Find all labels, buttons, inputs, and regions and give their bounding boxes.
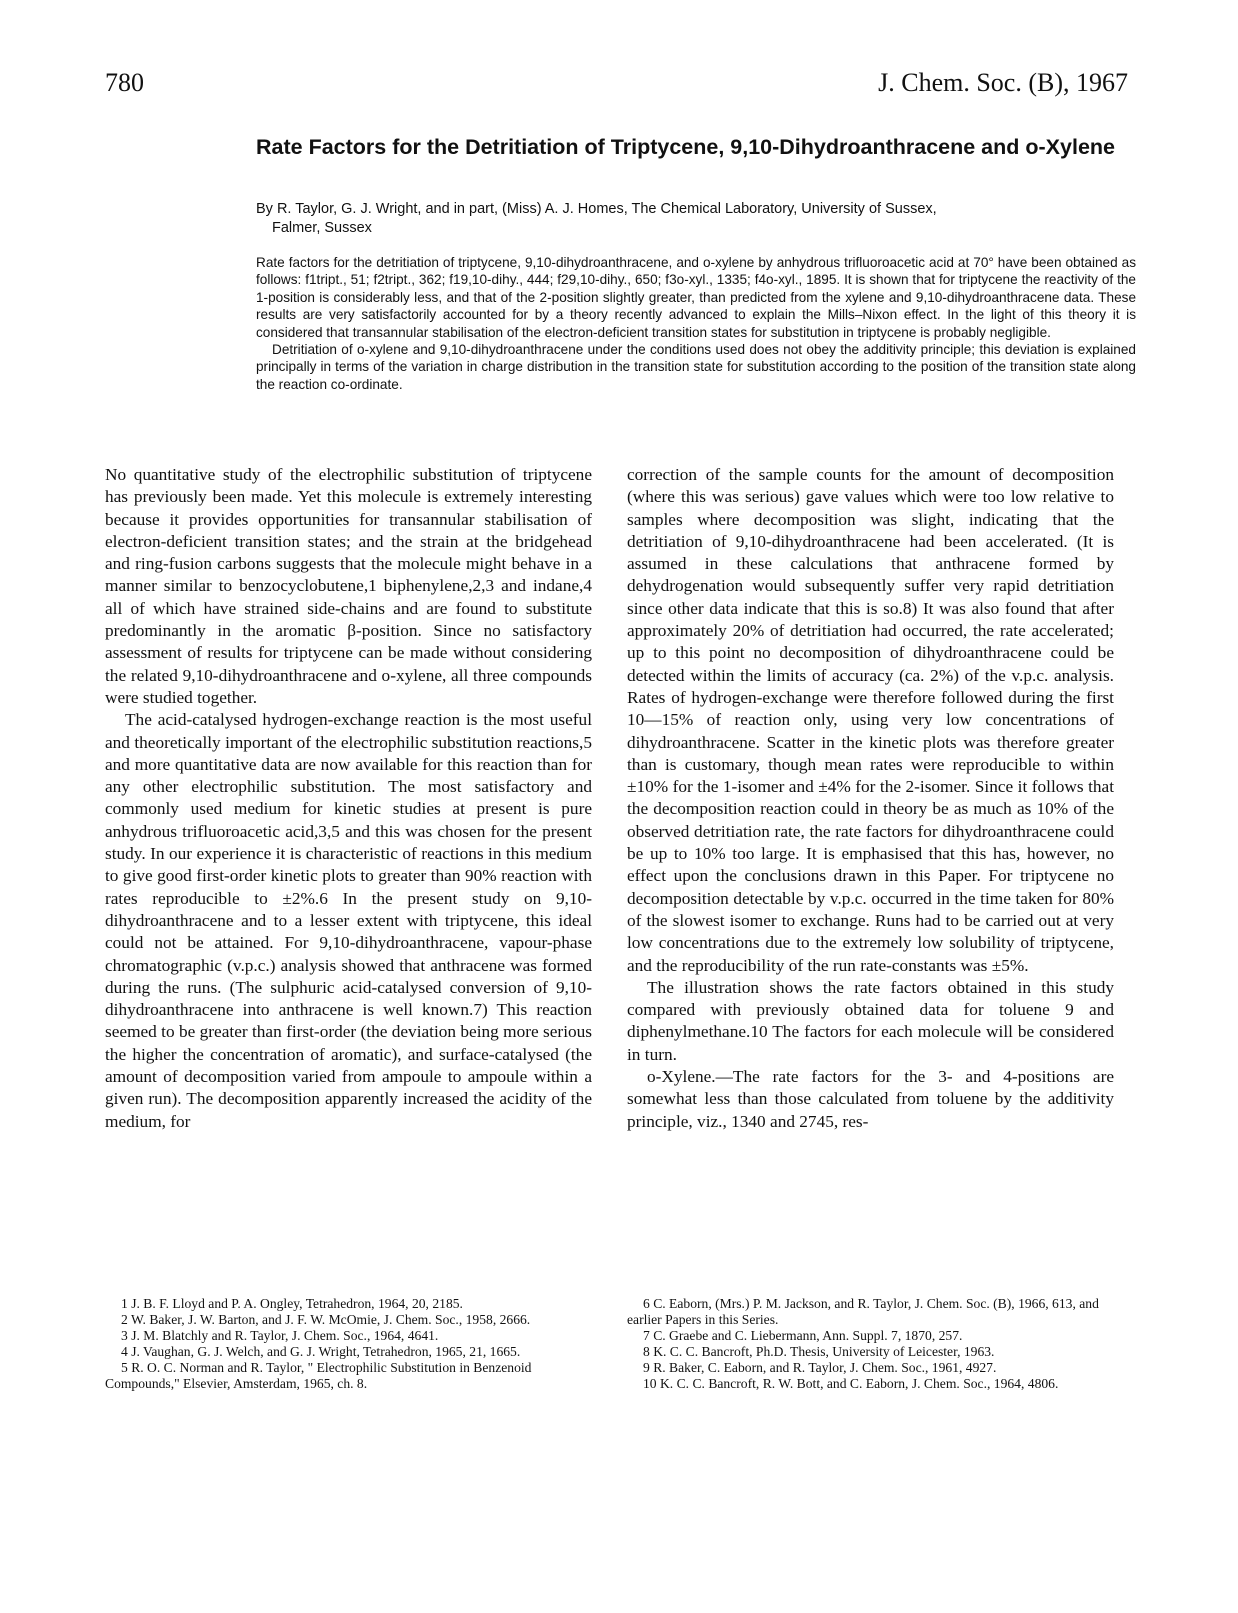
- footnote: 7 C. Graebe and C. Liebermann, Ann. Suppl. 7, 1870, 257.: [643, 1328, 963, 1343]
- footnote: 1 J. B. F. Lloyd and P. A. Ongley, Tetrahedron, 1964, 20, 2185.: [121, 1296, 463, 1311]
- footnote: 2 W. Baker, J. W. Barton, and J. F. W. McOmie, J. Chem. Soc., 1958, 2666.: [121, 1312, 531, 1327]
- footnote: 9 R. Baker, C. Eaborn, and R. Taylor, J. Chem. Soc., 1961, 4927.: [643, 1360, 997, 1375]
- body-column-left: [105, 464, 592, 1133]
- footnote: 10 K. C. C. Bancroft, R. W. Bott, and C. Eaborn, J. Chem. Soc., 1964, 4806.: [643, 1376, 1059, 1391]
- footnote: 6 C. Eaborn, (Mrs.) P. M. Jackson, and R. Taylor, J. Chem. Soc. (B), 1966, 613, and earlier Papers in this Series.: [627, 1296, 1099, 1327]
- body-column-right: [627, 464, 1114, 1133]
- abstract-paragraph: Detritiation of o-xylene and 9,10-dihydroanthracene under the conditions used does not obey the additivity principle; this deviation is explained principally in terms of the variation in charge distribution in the transition state for substitution according to the position of the transition state along the reaction co-ordinate.: [256, 342, 1136, 392]
- footnote: 4 J. Vaughan, G. J. Welch, and G. J. Wright, Tetrahedron, 1965, 21, 1665.: [121, 1344, 521, 1359]
- body-paragraph: No quantitative study of the electrophilic substitution of triptycene has previously been made. Yet this molecule is extremely interesting because it provides opportunities for transannular stabilisation of electron-deficient transition states; and the strain at the bridgehead and ring-fusion carbons suggests that the molecule might behave in a manner similar to benzocyclobutene,1 biphenylene,2,3 and indane,4 all of which have strained side-chains and are found to substitute predominantly in the aromatic β-position. Since no satisfactory assessment of results for triptycene can be made without considering the related 9,10-dihydroanthracene and o-xylene, all three compounds were studied together.: [105, 465, 592, 707]
- byline: [256, 200, 1136, 238]
- body-paragraph: o-Xylene.—The rate factors for the 3- and 4-positions are somewhat less than those calculated from toluene by the additivity principle, viz., 1340 and 2745, res-: [627, 1067, 1114, 1131]
- byline-location: Falmer, Sussex: [272, 220, 372, 236]
- footnotes-right: [627, 1296, 1114, 1392]
- footnote: 3 J. M. Blatchly and R. Taylor, J. Chem. Soc., 1964, 4641.: [121, 1328, 439, 1343]
- abstract-paragraph: Rate factors for the detritiation of triptycene, 9,10-dihydroanthracene, and o-xylene by anhydrous trifluoroacetic acid at 70° have been obtained as follows: f1tript., 51; f2tript., 362; f19,10-dihy., 444; f29,10-dihy., 650; f3o-xyl., 1335; f4o-xyl., 1895. It is shown that for triptycene the reactivity of the 1-position is considerably less, and that of the 2-position slightly greater, than predicted from the xylene and 9,10-dihydroanthracene data. These results are very satisfactorily accounted for by a theory recently advanced to explain the Mills–Nixon effect. In the light of this theory it is considered that transannular stabilisation of the electron-deficient transition states for substitution in triptycene is probably negligible.: [256, 255, 1136, 340]
- body-paragraph: correction of the sample counts for the amount of decomposition (where this was serious) gave values which were too low relative to samples where decomposition was slight, indicating that the detritiation of 9,10-dihydroanthracene had been accelerated. (It is assumed in these calculations that anthracene formed by dehydrogenation would subsequently suffer very rapid detritiation since other data indicate that this is so.8) It was also found that after approximately 20% of detritiation had occurred, the rate accelerated; up to this point no decomposition of dihydroanthracene could be detected within the limits of accuracy (ca. 2%) of the v.p.c. analysis. Rates of hydrogen-exchange were therefore followed during the first 10—15% of reaction only, using very low concentrations of dihydroanthracene. Scatter in the kinetic plots was therefore greater than is customary, though mean rates were reproducible to within ±10% for the 1-isomer and ±4% for the 2-isomer. Since it follows that the decomposition reaction could in theory be as much as 10% of the observed detritiation rate, the rate factors for dihydroanthracene could be up to 10% too large. It is emphasised that this has, however, no effect upon the conclusions drawn in this Paper. For triptycene no decomposition detectable by v.p.c. occurred in the time taken for 80% of the slowest isomer to exchange. Runs had to be carried out at very low concentrations due to the extremely low solubility of triptycene, and the reproducibility of the run rate-constants was ±5%.: [627, 465, 1114, 975]
- footnotes-left: [105, 1296, 592, 1392]
- footnote: 5 R. O. C. Norman and R. Taylor, " Electrophilic Substitution in Benzenoid Compounds," Elsevier, Amsterdam, 1965, ch. 8.: [105, 1360, 532, 1391]
- byline-authors: By R. Taylor, G. J. Wright, and in part, (Miss) A. J. Homes, The Chemical Laboratory, University of Sussex,: [256, 201, 937, 217]
- article-title: Rate Factors for the Detritiation of Triptycene, 9,10-Dihydroanthracene and o-Xylene: [256, 135, 1115, 159]
- body-paragraph: The illustration shows the rate factors obtained in this study compared with previously obtained data for toluene 9 and diphenylmethane.10 The factors for each molecule will be considered in turn.: [627, 977, 1114, 1064]
- journal-reference: J. Chem. Soc. (B), 1967: [878, 68, 1128, 97]
- footnote: 8 K. C. C. Bancroft, Ph.D. Thesis, University of Leicester, 1963.: [643, 1344, 995, 1359]
- body-paragraph: The acid-catalysed hydrogen-exchange reaction is the most useful and theoretically important of the electrophilic substitution reactions,5 and more quantitative data are now available for this reaction than for any other electrophilic substitution. The most satisfactory and commonly used medium for kinetic studies at present is pure anhydrous trifluoroacetic acid,3,5 and this was chosen for the present study. In our experience it is characteristic of reactions in this medium to give good first-order kinetic plots to greater than 90% reaction with rates reproducible to ±2%.6 In the present study on 9,10-dihydroanthracene and to a lesser extent with triptycene, this ideal could not be attained. For 9,10-dihydroanthracene, vapour-phase chromatographic (v.p.c.) analysis showed that anthracene was formed during the runs. (The sulphuric acid-catalysed conversion of 9,10-dihydroanthracene into anthracene is well known.7) This reaction seemed to be greater than first-order (the deviation being more serious the higher the concentration of aromatic), and surface-catalysed (the amount of decomposition varied from ampoule to ampoule within a given run). The decomposition apparently increased the acidity of the medium, for: [105, 710, 592, 1131]
- abstract: [256, 254, 1136, 393]
- page-number: 780: [105, 68, 144, 97]
